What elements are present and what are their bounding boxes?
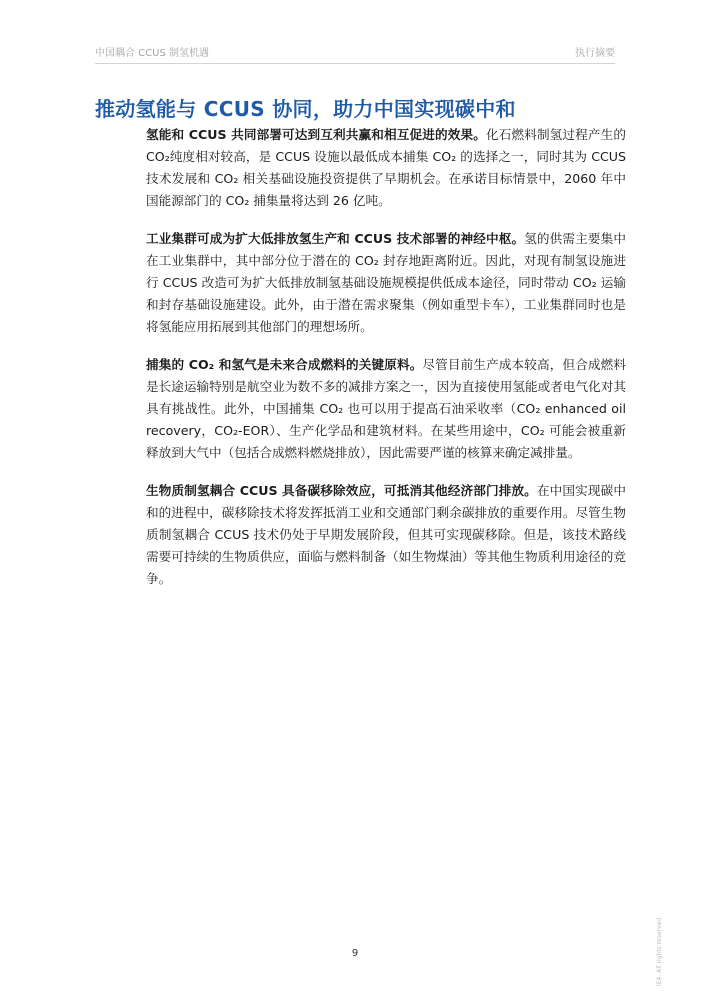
paragraph-lead: 氢能和 CCUS 共同部署可达到互利共赢和相互促进的效果。	[146, 127, 486, 142]
copyright-notice: IEA. All rights reserved.	[656, 915, 663, 986]
main-content	[146, 124, 626, 606]
paragraph-industrial-clusters	[146, 228, 626, 338]
header-divider	[95, 63, 615, 64]
paragraph-lead: 捕集的 CO₂ 和氢气是未来合成燃料的关键原料。	[146, 357, 423, 372]
paragraph-body: 尽管目前生产成本较高，但合成燃料是长途运输特别是航空业为数不多的减排方案之一，因为直接使用氢能或者电气化对其具有挑战性。此外，中国捕集 CO₂ 也可以用于提高石油采收率（CO₂ enhanced oil recovery，CO₂-EOR）、生产化学品和建筑材料。在某些用途中，CO₂ 可能会被重新释放到大气中（包括合成燃料燃烧排放），因此需要严谨的核算来确定减排量。	[146, 357, 626, 460]
paragraph-biomass-ccus	[146, 480, 626, 590]
paragraph-body: 在中国实现碳中和的进程中，碳移除技术将发挥抵消工业和交通部门剩余碳排放的重要作用。尽管生物质制氢耦合 CCUS 技术仍处于早期发展阶段，但其可实现碳移除。但是，该技术路线需要可持续的生物质供应，面临与燃料制备（如生物煤油）等其他生物质利用途径的竞争。	[146, 483, 626, 586]
header-report-title: 中国耦合 CCUS 制氢机遇	[95, 48, 209, 59]
header-section-name: 执行摘要	[575, 48, 615, 59]
paragraph-body: 氢的供需主要集中在工业集群中，其中部分位于潜在的 CO₂ 封存地距离附近。因此，对现有制氢设施进行 CCUS 改造可为扩大低排放制氢基础设施规模提供低成本途径，同时带动 CO₂ 运输和封存基础设施建设。此外，由于潜在需求聚集（例如重型卡车），工业集群同时也是将氢能应用拓展到其他部门的理想场所。	[146, 231, 626, 334]
page-number: 9	[351, 948, 359, 959]
paragraph-synthetic-fuels	[146, 354, 626, 464]
paragraph-lead: 工业集群可成为扩大低排放氢生产和 CCUS 技术部署的神经中枢。	[146, 231, 525, 246]
paragraph-lead: 生物质制氢耦合 CCUS 具备碳移除效应，可抵消其他经济部门排放。	[146, 483, 537, 498]
page-title: 推动氢能与 CCUS 协同，助力中国实现碳中和	[95, 97, 516, 121]
paragraph-body: 化石燃料制氢过程产生的CO₂纯度相对较高，是 CCUS 设施以最低成本捕集 CO₂ 的选择之一，同时其为 CCUS 技术发展和 CO₂ 相关基础设施投资提供了早期机会。在承诺目标情景中，2060 年中国能源部门的 CO₂ 捕集量将达到 26 亿吨。	[146, 127, 627, 208]
paragraph-hydrogen-ccus-synergy	[146, 124, 626, 212]
